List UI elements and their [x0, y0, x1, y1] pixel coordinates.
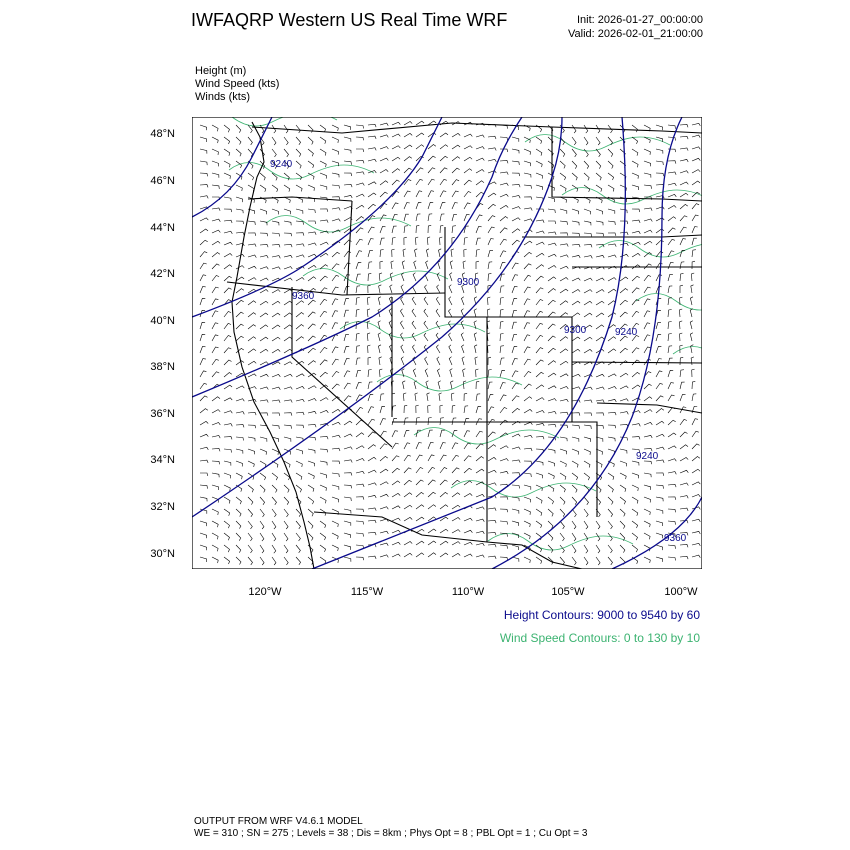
footer-model: OUTPUT FROM WRF V4.6.1 MODEL [194, 816, 363, 827]
height-legend: Height Contours: 9000 to 9540 by 60 [503, 608, 700, 622]
height-contour-label: 9240 [270, 159, 293, 170]
height-contour-label: 9240 [615, 327, 638, 338]
weather-map [192, 117, 702, 569]
lon-label: 115°W [350, 586, 384, 598]
valid-time: Valid: 2026-02-01_21:00:00 [568, 28, 703, 40]
lat-label: 40°N [150, 315, 175, 327]
height-contour-label: 9300 [564, 325, 587, 336]
field-winds-label: Winds (kts) [195, 91, 250, 103]
init-time: Init: 2026-01-27_00:00:00 [577, 14, 703, 26]
footer-config: WE = 310 ; SN = 275 ; Levels = 38 ; Dis = 8km ; Phys Opt = 8 ; PBL Opt = 1 ; Cu Opt = 3 [194, 828, 588, 839]
lat-label: 42°N [150, 268, 175, 280]
field-height-label: Height (m) [195, 65, 247, 77]
lat-label: 34°N [150, 454, 175, 466]
lat-label: 30°N [150, 548, 175, 560]
lon-label: 120°W [248, 586, 282, 598]
lat-label: 32°N [150, 501, 175, 513]
lat-label: 48°N [150, 128, 175, 140]
height-contour-label: 9360 [292, 291, 315, 302]
lat-label: 36°N [150, 408, 175, 420]
lat-label: 44°N [150, 222, 175, 234]
height-contour-label: 9360 [664, 533, 687, 544]
wind-legend: Wind Speed Contours: 0 to 130 by 10 [499, 631, 700, 645]
lon-label: 105°W [551, 586, 585, 598]
lat-label: 46°N [150, 175, 175, 187]
height-contour-label: 9300 [457, 277, 480, 288]
lat-label: 38°N [150, 361, 175, 373]
lon-label: 110°W [451, 586, 485, 598]
field-wind-speed-label: Wind Speed (kts) [195, 78, 280, 90]
lon-label: 100°W [664, 586, 698, 598]
height-contour-label: 9240 [636, 451, 659, 462]
map-title: IWFAQRP Western US Real Time WRF [191, 10, 508, 30]
